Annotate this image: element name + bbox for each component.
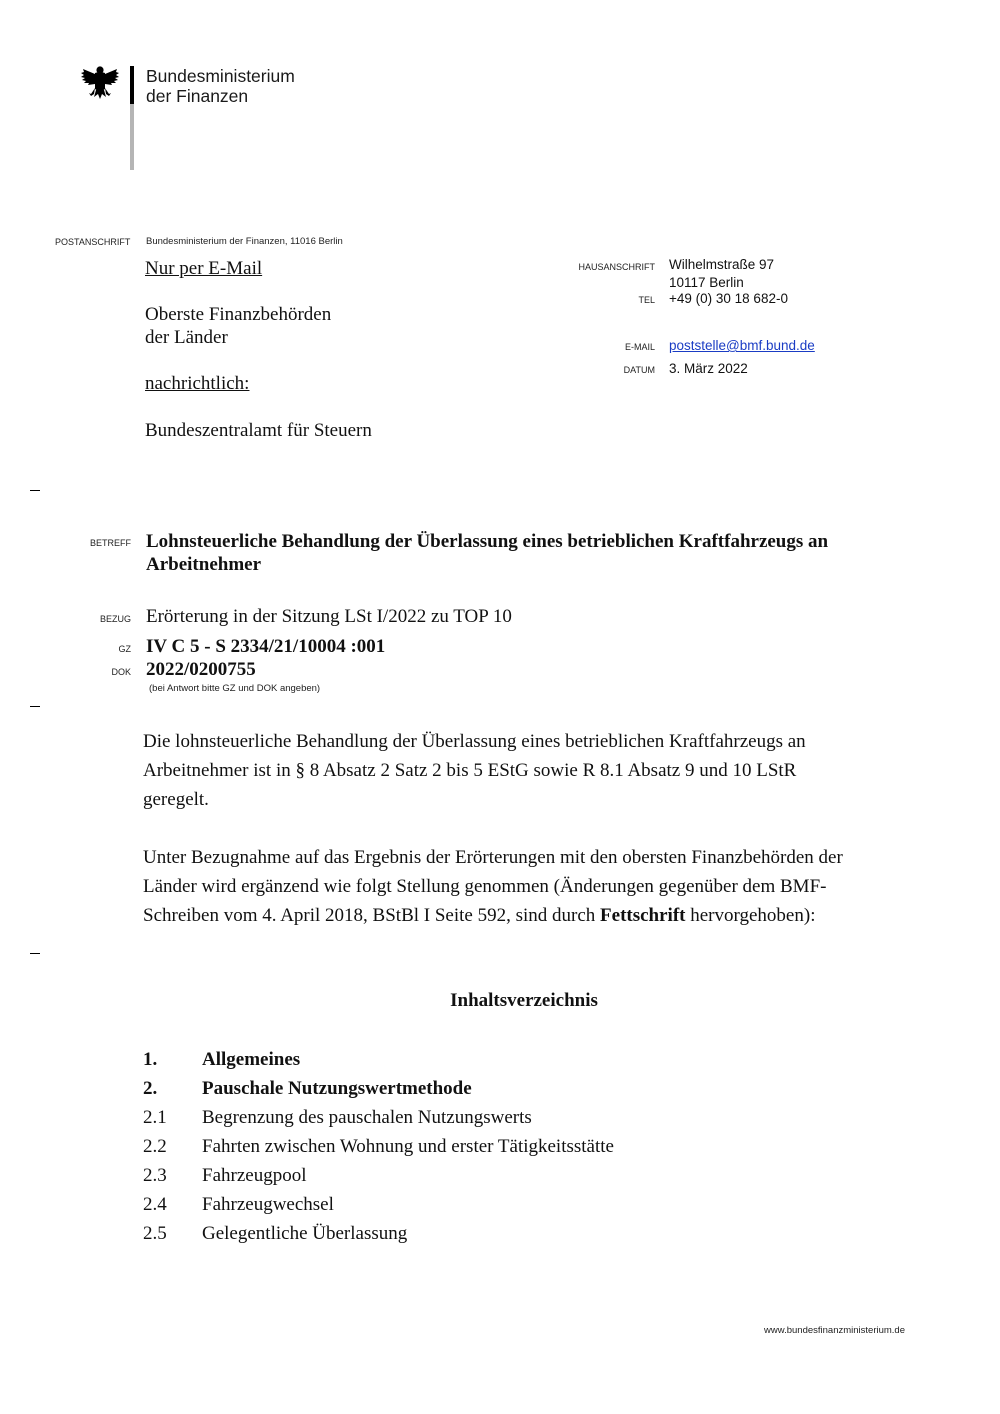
toc-item-number: 2.3 (143, 1165, 167, 1186)
subject-line-2: Arbeitnehmer (146, 554, 262, 575)
toc-item-number: 1. (143, 1049, 158, 1070)
fold-mark (30, 953, 40, 954)
toc-item-number: 2. (143, 1078, 158, 1099)
hausanschrift-label: HAUSANSCHRIFT (578, 262, 655, 272)
ministry-logo-text (146, 66, 295, 106)
email-label: E-MAIL (624, 342, 655, 352)
toc-item-title: Pauschale Nutzungswertmethode (202, 1078, 472, 1099)
tel-label: TEL (638, 295, 655, 305)
logo-line-2: der Finanzen (146, 86, 249, 106)
toc-title: Inhaltsverzeichnis (450, 990, 598, 1011)
footer-url[interactable]: www.bundesfinanzministerium.de (764, 1325, 905, 1336)
paragraph-1 (143, 727, 806, 814)
gz-value: IV C 5 - S 2334/21/10004 :001 (146, 636, 386, 657)
toc-item-title: Fahrten zwischen Wohnung und erster Tätigkeitsstätte (202, 1136, 614, 1157)
dok-value: 2022/0200755 (146, 659, 256, 680)
toc-item-title: Begrenzung des pauschalen Nutzungswerts (202, 1107, 532, 1128)
toc-item-number: 2.1 (143, 1107, 167, 1128)
subject (146, 530, 828, 576)
dok-note: (bei Antwort bitte GZ und DOK angeben) (149, 683, 321, 694)
logo-line-1: Bundesministerium (146, 66, 295, 86)
paragraph-2-line-3 (143, 901, 843, 930)
paragraph-1-line-1: Die lohnsteuerliche Behandlung der Überlassung eines betrieblichen Kraftfahrzeugs an (143, 731, 806, 752)
delivery-note: Nur per E-Mail (145, 258, 263, 279)
bold-emphasis: Fettschrift (600, 905, 686, 926)
betreff-label: BETREFF (89, 538, 131, 548)
paragraph-2-line-2: Länder wird ergänzend wie folgt Stellung genommen (Änderungen gegenüber dem BMF- (143, 876, 827, 897)
fold-mark (30, 706, 40, 707)
recipient-line-2: der Länder (145, 327, 228, 348)
toc-item-title: Fahrzeugpool (202, 1165, 307, 1186)
toc-item-title: Allgemeines (202, 1049, 301, 1070)
paragraph-2-line-1: Unter Bezugnahme auf das Ergebnis der Erörterungen mit den obersten Finanzbehörden der (143, 847, 843, 868)
sender-city: 10117 Berlin (669, 275, 744, 290)
bezug-value: Erörterung in der Sitzung LSt I/2022 zu TOP 10 (146, 606, 512, 627)
toc-item-number: 2.2 (143, 1136, 167, 1157)
toc-item-title: Fahrzeugwechsel (202, 1194, 334, 1215)
toc-item-number: 2.4 (143, 1194, 167, 1215)
paragraph-2-line-3-pre: Schreiben vom 4. April 2018, BStBl I Seite 592, sind durch (143, 905, 601, 926)
toc-item-number: 2.5 (143, 1223, 167, 1244)
cc-recipient: Bundeszentralamt für Steuern (145, 420, 372, 441)
gz-label: GZ (118, 644, 131, 654)
postanschrift-value: Bundesministerium der Finanzen, 11016 Berlin (146, 236, 343, 247)
toc-item-title: Gelegentliche Überlassung (202, 1223, 408, 1244)
paragraph-2-line-3-post: hervorgehoben): (685, 905, 816, 926)
recipient-line-1: Oberste Finanzbehörden (145, 304, 332, 325)
paragraph-1-line-2: Arbeitnehmer ist in § 8 Absatz 2 Satz 2 bis 5 EStG sowie R 8.1 Absatz 9 und 10 LStR (143, 760, 797, 781)
postanschrift-label: POSTANSCHRIFT (55, 237, 131, 247)
sender-street: Wilhelmstraße 97 (669, 257, 775, 272)
letter-date: 3. März 2022 (669, 361, 748, 376)
federal-eagle-icon (80, 63, 120, 105)
dok-label: DOK (111, 667, 131, 677)
datum-label: DATUM (623, 365, 655, 375)
paragraph-2 (143, 843, 843, 930)
subject-line-1: Lohnsteuerliche Behandlung der Überlassung eines betrieblichen Kraftfahrzeugs an (146, 531, 829, 552)
bezug-label: BEZUG (99, 614, 131, 624)
fold-mark (30, 490, 40, 491)
cc-label: nachrichtlich: (145, 373, 250, 394)
sender-tel: +49 (0) 30 18 682-0 (669, 291, 788, 306)
paragraph-1-line-3: geregelt. (143, 789, 209, 810)
email-link[interactable]: poststelle@bmf.bund.de (669, 338, 815, 353)
logo-bar (130, 66, 134, 104)
logo-bar-gray (130, 104, 134, 170)
